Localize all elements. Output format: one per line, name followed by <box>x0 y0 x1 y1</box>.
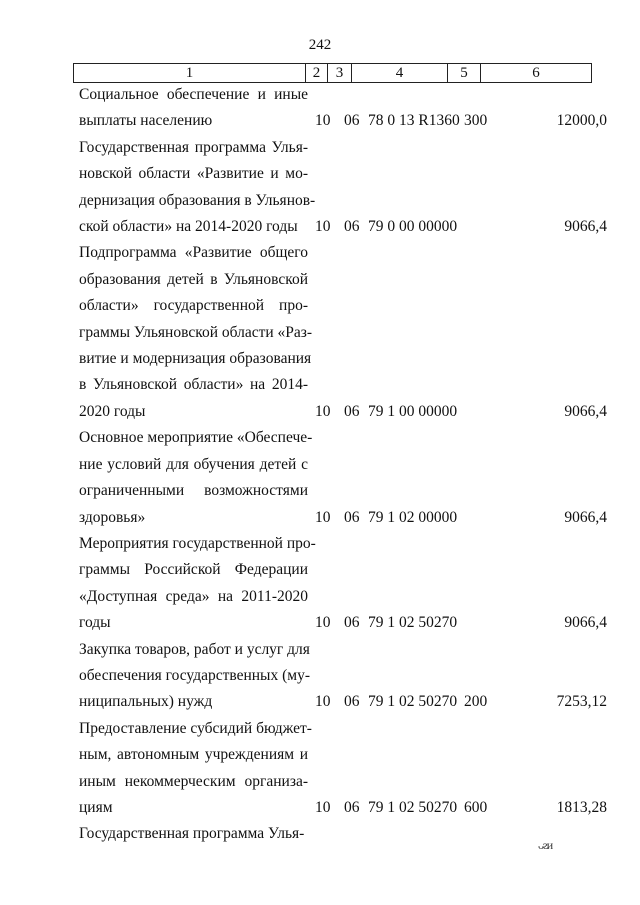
table-row <box>0 82 640 135</box>
article-code: 78 0 13 R1360 <box>368 112 460 130</box>
description-line: здоровья» <box>79 508 146 526</box>
amount: 9066,4 <box>564 508 607 526</box>
description-line: образования детей в Ульяновской <box>79 270 308 288</box>
subsection-code: 06 <box>344 693 360 711</box>
table-row <box>0 531 640 637</box>
table-row <box>0 240 640 425</box>
subsection-code: 06 <box>344 614 360 632</box>
description-line: выплаты населению <box>79 112 213 130</box>
description-line: Государственная программа Улья- <box>79 138 308 156</box>
description-line: ограниченными возможностями <box>79 482 308 500</box>
description-line: области» государственной про- <box>79 297 308 315</box>
section-code: 10 <box>315 693 331 711</box>
row-codes <box>0 610 640 636</box>
subsection-code: 06 <box>344 402 360 420</box>
subsection-code: 06 <box>344 112 360 130</box>
amount: 9066,4 <box>564 218 607 236</box>
row-codes <box>0 399 640 425</box>
expense-type-code: 300 <box>464 112 488 130</box>
description-line: ным, автономным учреждениям и <box>79 746 308 764</box>
description-line: ниципальных) нужд <box>79 693 213 711</box>
subsection-code: 06 <box>344 218 360 236</box>
article-code: 79 0 00 00000 <box>368 218 458 236</box>
description-line: 2020 годы <box>79 402 146 420</box>
amount: 7253,12 <box>556 693 607 711</box>
description-line: новской области «Развитие и мо- <box>79 165 308 183</box>
row-description <box>79 240 313 425</box>
description-line: Основное мероприятие «Обеспече- <box>79 429 313 447</box>
description-line: Предоставление субсидий бюджет- <box>79 719 312 737</box>
expense-type-code: 600 <box>464 798 488 816</box>
amount: 1813,28 <box>556 798 607 816</box>
description-line: Мероприятия государственной про- <box>79 534 316 552</box>
row-codes <box>0 108 640 134</box>
section-code: 10 <box>315 112 331 130</box>
column-header: 2 <box>306 64 328 83</box>
article-code: 79 1 02 50270 <box>368 614 458 632</box>
description-line: ской области» на 2014-2020 годы <box>79 218 298 236</box>
description-line: Закупка товаров, работ и услуг для <box>79 640 310 658</box>
description-line: обеспечения государственных (му- <box>79 666 310 684</box>
corner-stamp: ᴗᴤᴎ <box>538 838 553 852</box>
description-line: циям <box>79 798 113 816</box>
amount: 12000,0 <box>556 112 607 130</box>
section-code: 10 <box>315 508 331 526</box>
description-line: Социальное обеспечение и иные <box>79 86 308 103</box>
article-code: 79 1 02 50270 <box>368 798 458 816</box>
description-line: Подпрограмма «Развитие общего <box>79 244 308 262</box>
column-header: 4 <box>352 64 448 83</box>
column-header: 5 <box>448 64 481 83</box>
subsection-code: 06 <box>344 798 360 816</box>
description-line: ние условий для обучения детей с <box>79 455 308 473</box>
description-line: Государственная программа Улья- <box>79 825 305 843</box>
table-row <box>0 716 640 822</box>
table-row <box>0 425 640 531</box>
row-codes <box>0 214 640 240</box>
description-line: иным некоммерческим организа- <box>79 772 308 790</box>
amount: 9066,4 <box>564 402 607 420</box>
row-codes <box>0 689 640 715</box>
section-code: 10 <box>315 218 331 236</box>
column-header: 3 <box>328 64 352 83</box>
subsection-code: 06 <box>344 508 360 526</box>
amount: 9066,4 <box>564 614 607 632</box>
article-code: 79 1 00 00000 <box>368 402 458 420</box>
description-line: в Ульяновской области» на 2014- <box>79 376 308 394</box>
section-code: 10 <box>315 402 331 420</box>
article-code: 79 1 02 00000 <box>368 508 458 526</box>
table-row <box>0 135 640 241</box>
section-code: 10 <box>315 614 331 632</box>
row-codes <box>0 505 640 531</box>
row-codes <box>0 795 640 821</box>
description-line: граммы Российской Федерации <box>79 561 308 579</box>
description-line: витие и модернизация образования <box>79 350 312 368</box>
description-line: дернизация образования в Ульянов- <box>79 191 316 209</box>
expense-type-code: 200 <box>464 693 488 711</box>
description-line: годы <box>79 614 111 632</box>
section-code: 10 <box>315 798 331 816</box>
budget-table-body <box>0 82 640 848</box>
column-header: 1 <box>74 64 306 83</box>
table-row <box>0 637 640 716</box>
column-header: 6 <box>481 64 592 83</box>
column-header-table <box>73 63 592 83</box>
page-number: 242 <box>308 37 332 53</box>
description-line: «Доступная среда» на 2011-2020 <box>79 587 308 605</box>
article-code: 79 1 02 50270 <box>368 693 458 711</box>
description-line: граммы Ульяновской области «Раз- <box>79 323 313 341</box>
